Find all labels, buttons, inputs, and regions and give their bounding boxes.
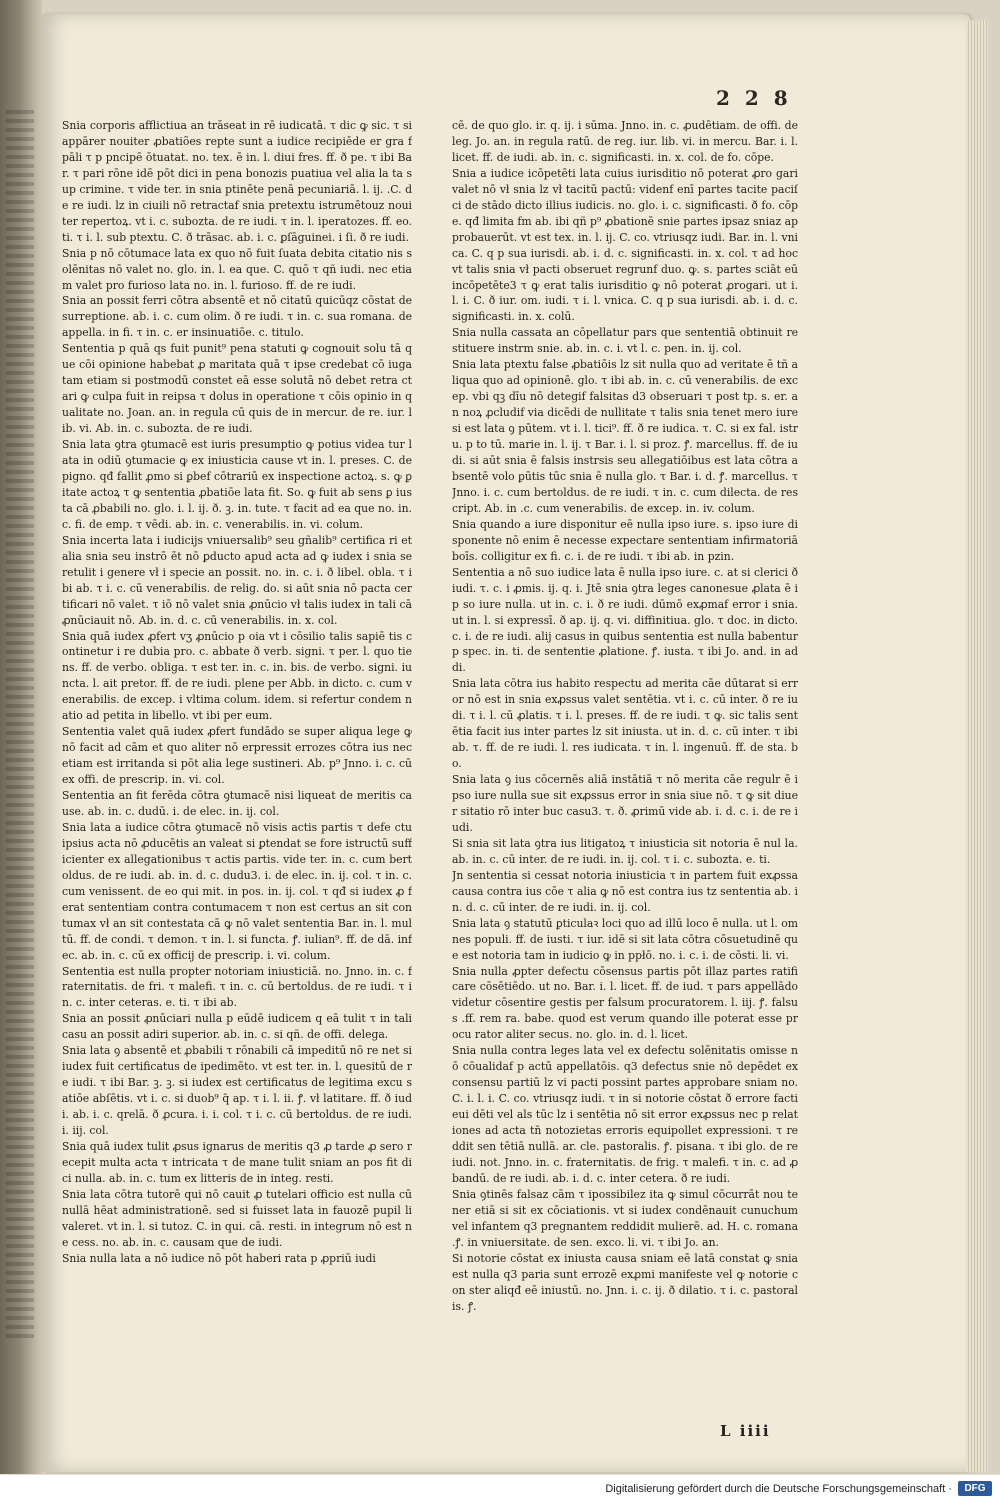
footer-bar [0,1474,1000,1504]
paragraph: Snia an possit ꝓnūciari nulla p eūdē iudicem q eā tulit τ in tali casu an possit adiri superior. ab. in. c. si qñ. de offi. delega. [62,1012,412,1042]
paragraph: Snia quā iudex ꝓfert vʒ ꝓnūcio p oia vt i cōsilio talis sapiē tis continetur i re dubia pro. c. abbate ð verb. signi. τ per. l. quo tiens. ff. de verbo. obliga. τ est ter. in. c. in. bis. de verbo. signi. iuncta. l. ait pretor. ff. de re iudi. plene per Abb. in dicto. c. cum venerabilis. de excep. i vltima colum. idem. si refertur condem natio ad petita in libello. vt ibi per eum. [62,629,412,723]
paragraph: Snia lata cōtra tutorē qui nō cauit ꝓ tutelari officio est nulla cū nullā hēat administrationē. sed si fuisset lata in fauozē pupil li valeret. vt in. l. si tutoz. C. in qui. cā. resti. in integrum nō est ne cess. no. ab. in. c. causam que de iudi. [62,1187,412,1249]
paragraph: Snia lata ꝯ ius cōcernēs aliā instātiā τ nō merita cāe regulr ē ipso iure nulla sue sit exꝓssus error in snia siue nō. τ ꝙ sit diuer sitatio rō inter buc casu3. τ. ð. ꝓrimū vide ab. i. d. c. i. de re iudi. [452,773,798,834]
folio-number: 2 2 8 [716,86,792,110]
paragraph: Sententia est nulla propter notoriam iniusticiā. no. Jnno. in. c. fraternitatis. de fri. τ malefi. τ in. c. cū bertoldus. de re iudi. τ in. c. inter ceteras. e. ti. τ ibi ab. [62,964,412,1010]
paragraph: Snia nulla ꝓpter defectu cōsensus partis pōt illaz partes ratifi care cōsētiēdo. ut no. Bar. i. l. licet. ff. de iud. τ pars appellādo videtur cōsentire gestis per falsum procuratorem. l. iij. ꝭ. falsus .ff. rem ra. babe. quod est verum quando ille poterat esse procu rator aliter secus. no. glo. in. d. l. licet. [452,964,798,1042]
paragraph: Snia lata cōtra ius habito respectu ad merita cāe dūtarat si error nō est in snia exꝓssus valet sentētia. vt i. c. cū inter. ð re iudi. τ i. l. cū ꝓlatis. τ i. l. preses. ff. de re iudi. τ ꝙ. sic talis sentētia facit ius inter partes lz sit iniusta. ut in. d. c. cū inter. τ ibi ab. τ. ff. de re iudi. l. res iudicata. τ in. l. ingenuū. ff. de sta. bo. [452,677,798,771]
facing-page-text [6,110,34,1340]
left-column [62,118,412,1418]
paragraph: Snia quando a iure disponitur eē nulla ipso iure. s. ipso iure disponente nō enim ē necesse expectare sententiam infirmatoriā boīs. colligitur ex fi. c. i. de re iudi. τ ibi ab. in pzin. [452,517,798,563]
right-column [452,118,798,1428]
paragraph: Snia ꝯtinēs falsaz cām τ ipossibilez ita ꝙ simul cōcurrāt nou tener etiā si sit ex cōciationis. vt si iudex condēnauit cunuchum vel infantem q3 pregnantem reddidit mulierē. ad. H. c. romana .ꝭ. in vniuersitate. de sen. exco. li. vi. τ ibi Jo. an. [452,1187,798,1249]
paragraph: Snia corporis afflictiua an trāseat in rē iudicatā. τ dic ꝙ sic. τ si appārer nouiter ꝓbatiões repte sunt a iudice recipiēde er gra fpāli τ p pncipē ōtuatat. no. tex. ē in. l. diui fres. ff. ð pe. τ ibi Bar. τ pari rōne idē pōt dici in pena bonozis puatiua vel alia la ta sup crimine. τ vide ter. in snia ptinēte penā pecuniariā. l. ij. .C. de re iudi. lz in ciuili nō retractaf snia pretextu istrumētouz nouiter repertoꝝ. vt i. c. subozta. de re iudi. τ in. l. iperatozes. ff. eo. ti. τ i. l. sub ptextu. C. ð trāsac. ab. i. c. ꝑſāguinei. i ſi. ð re iudi. [62,119,412,244]
paragraph: Snia incerta lata i iudicijs vniuersalib⁹ seu gñalib⁹ certifica ri et alia snia seu instrō ēt nō ꝑducto apud acta ad ꝙ iudex i snia se retulit i genere vł i specie an possit. no. in. c. i. ð libel. obla. τ ibi ab. τ i. c. cū venerabilis. de relig. do. si aūt snia nō pacta cer tificari nō valet. τ iō nō valet snia ꝓnūcio vł talis iudex in tali cā ꝓnūciauit nō. Ab. in. d. c. cū venerabilis. in. x. col. [62,533,412,627]
paragraph: Si notorie cōstat ex iniusta causa sniam eē latā constat ꝙ snia est nulla q3 paria sunt errozē exꝓmi manifeste vel ꝙ notorie con ster aliqđ eē iniustū. no. Jnn. i. c. ij. ð dilatio. τ i. c. pastoralis. ꝭ. [452,1251,798,1313]
paragraph: Sententia an fit ferēda cōtra ꝯtumacē nisi liqueat de meritis cause. ab. in. c. dudū. i. de elec. in. ij. col. [62,789,412,818]
page-edge [966,20,988,1472]
paragraph: Snia nulla cassata an cōpellatur pars que sententiā obtinuit restituere instrm snie. ab. in. c. i. vt l. c. pen. in. ij. col. [452,326,798,356]
paragraph: cē. de quo glo. ir. q. ij. i sūma. Jnno. in. c. ꝓudētiam. de offi. de leg. Jo. an. in regula ratū. de reg. iur. lib. vi. in mercu. Bar. i. l. licet. ff. de iudi. ab. in. c. significasti. in. x. col. de fo. cōpe. [452,119,798,164]
paragraph: Sententia p quā qs fuit punit⁹ pena statuti ꝙ cognouit solu tā que cōi opinione habebat ꝓ maritata quā τ ipse credebat cō iugatam etiam si postmodū constet eā esse solutā nō debet retra ctari ꝙ culpa fuit in reipsa τ dolus in operatione τ cōis opinio in qualitate no. Joan. an. in regula cū quis de in mercur. de re. iur. lib. vi. Ab. in. c. subozta. de re iudi. [62,342,412,436]
paragraph: Sententia a nō suo iudice lata ē nulla ipso iure. c. at si clerici ð iudi. τ. c. i ꝓmis. ij. q. i. Jtē snia ꝯtra leges canonesue ꝓlata ē ip so iure nulla. ut in. c. i. ð re iudi. dūmō exꝓmaf error i snia. ut in. l. si expressī. ð ap. ij. q. vi. diffinitiua. glo. τ doc. in dicto. c. i. de re iudi. alij casus in quibus sententia est nulla babentur p spec. in. ti. de sententie ꝓlatione. ꝭ. iusta. τ ibi Jo. and. in addi. [452,565,798,675]
paragraph: Snia lata ꝯ statutū ꝑticulaꝛ loci quo ad illū loco ē nulla. ut l. omnes populi. ff. de iusti. τ iur. idē si sit lata cōtra cōsuetudinē que est notoria tam in iudicio ꝙ in ppłō. no. i. c. i. de cōsti. li. vi. [452,916,798,962]
paragraph: Sententia valet quā iudex ꝓfert fundādo se super aliqua lege ꝙ nō facit ad cām et quo aliter nō erpressit errozes cōtra ius nec etiam est irritanda si pōt alia lege sustineri. Ab. p⁹ Jnno. i. c. cū ex offi. de prescrip. in. vi. col. [62,725,412,787]
paragraph: Snia a iudice icōpetēti lata cuius iurisditio nō poterat ꝓro gari valet nō vł snia lz vł tacitū pactū: videnf enī partes tacite paciſci de stādo dicto illius iudicis. no. glo. i. c. significasti. ð fo. cōpe. qđ limita fm ab. ibi qñ p⁹ ꝓbationē snie partes ipsaz sniaz approbauerūt. vt est tex. in. l. ij. C. co. vtriusqz iudi. Bar. in. l. vni ca. C. q p sua iurisdi. ab. i. d. c. significasti. in. x. col. τ ad hoc vt talis snia vł pacti obseruet regrunf duo. ꝙ. s. partes sciāt eū incōpetēte3 τ ꝙ erat talis iurisditio ꝙ nō poterat ꝓrogari. ut i. l. i. C. ð iur. om. iudi. τ i. l. vnica. C. q p sua iurisdi. ab. i. d. c. significasti. in. x. colū. [452,166,798,324]
paragraph: Snia quā iudex tulit ꝓsus ignarus de meritis q3 ꝓ tarde ꝓ sero recepit multa acta τ intricata τ de mane tulit sniam an pos fit dici nulla. ab. in. c. tum ex litteris de in integ. resti. [62,1140,412,1185]
paragraph: Si snia sit lata ꝯtra ius litigatoꝝ τ iniusticia sit notoria ē nul la. ab. in. c. cū inter. de re iudi. in. ij. col. τ i. c. subozta. e. ti. [452,836,798,866]
signature-mark: L iiii [720,1422,771,1440]
paragraph: Snia nulla contra leges lata vel ex defectu solēnitatis omisse nō cōualidaf p actū appellatōis. q3 defectus snie nō depēdet ex consensu partiū lz vi pacti possint partes approbare sniam no. C. i. l. i. C. co. vtriusqz iudi. τ in si notorie cōstat ð errore facti eui dēti vel als tūc lz i sentētia nō sit error exꝓssus nec p relationes ad acta tn̄ notozietas erroris equipollet expressioni. τ reddit sen tētiā nullā. ar. cle. pastoralis. ꝭ. pisana. τ ibi glo. de re iudi. not. Jnno. in. c. fraternitatis. de frig. τ malefi. τ in. c. ad ꝓbandū. de re iudi. ab. i. d. c. inter cetera. ð re iudi. [452,1044,798,1185]
paragraph: Snia lata ptextu false ꝓbatiōis lz sit nulla quo ad veritate ē tñ aliqua quo ad opinionē. glo. τ ibi ab. in. c. cū venerabilis. de excep. vbi qꝫ dīu nō detegif falsitas d3 obseruari τ post tp. s. er. an noꝝ ꝓcludif via dicēdi de nullitate τ talis snia tenet mero iure si est lata ꝯ pūtem. vt i. l. tici⁹. ff. ð re iudica. τ. C. si ex fal. istru. p to tū. marie in. l. ij. τ Bar. i. l. si proz. ꝭ. marcellus. ff. de iudi. si aūt snia ē falsis instrsis seu allegatiōibus est lata cōtra absentē volo ꝑūtis tūc snia ē nulla glo. τ Bar. i. d. ꝭ. marcellus. τ Jnno. i. c. cum bertoldus. de re iudi. τ in. c. cum dilecta. de rescript. Ab. in .c. cum venerabilis. de excep. in. iv. colum. [452,358,798,515]
paragraph: Snia lata a iudice cōtra ꝯtumacē nō visis actis partis τ defe ctu ipsius acta nō ꝓducētis an valeat si ꝑtendat se fore istructū sufficienter ex allegationibus τ actis partis. vide ter. in. c. cum bertoldus. de re iudi. ab. in. d. c. dudu3. i. de elec. in. ij. col. τ in. c. cum venissent. de eo qui mit. in pos. in. ij. col. τ qđ si iudex ꝓ ferat sententiam contra contumacem τ non est certus an sit con tumax vł an sit contestata cā ꝙ nō valet sententia Bar. in. l. multū. ff. de condi. τ demon. τ in. l. si functa. ꝭ. iulian⁹. ff. de dā. infec. ab. in. c. cū ex officij de prescrip. i. vi. colum. [62,820,412,962]
paragraph: Snia nulla lata a nō iudice nō pōt haberi rata p ꝓpriū iudi [62,1251,376,1265]
paragraph: Jn sententia si cessat notoria iniusticia τ in partem fuit exꝓssa causa contra ius cōe τ alia ꝙ nō est contra ius tz sententia ab. in. d. c. cū inter. de re iudi. in. ij. col. [452,868,798,914]
paragraph: Snia an possit ferri cōtra absentē et nō citatū quicūqz cōstat de surreptione. ab. i. c. cum olim. ð re iudi. τ in. c. sua romana. de appella. in fi. τ in. c. er insinuatiōe. c. titulo. [62,294,412,340]
book-gutter [0,0,42,1503]
paragraph: Snia p nō cōtumace lata ex quo nō fuit ſuata debita citatio nis solēnitas nō valet no. glo. in. l. ea que. C. quō τ qñ iudi. nec etiam valet pro furioso lata no. in. l. furioso. ff. de re iudi. [62,246,412,292]
digitization-credit: Digitalisierung gefördert durch die Deutsche Forschungsgemeinschaft · [605,1483,952,1495]
paragraph: Snia lata ꝯtra ꝯtumacē est iuris presumptio ꝙ potius videa tur lata in odiū ꝯtumacie ꝙ ex iniusticia cause vt in. l. preses. C. de pigno. qđ fallit ꝓmo si ꝑbef cōtrariū ex inspectione actoꝝ. s. ꝙ ꝑitate actoꝝ τ ꝙ sententia ꝓbatiōe lata fit. So. ꝙ fuit ab sens ꝑ iusta cā ꝓbabili no. glo. i. l. ij. ð. ꝫ. in. tute. τ facit ad ea que no. in. c. fi. de emp. τ vēdi. ab. in. c. venerabilis. in. vi. colum. [62,438,412,531]
dfg-logo[interactable]: DFG [958,1481,992,1496]
paragraph: Snia lata ꝯ absentē et ꝓbabili τ rōnabili cā impeditū nō re net si iudex fuit certificatus de ipedimēto. vt est ter. in. l. quesitū de re iudi. τ ibi Bar. ꝫ. ꝫ. si iudex est certificatus de legitima excu satiōe abſētis. vt i. c. si duob⁹ q̄ ap. τ i. l. ii. ꝭ. vł latitare. ff. ð iudi. ab. i. c. qrelā. ð ꝓcura. i. i. col. τ i. c. cū bertoldus. de re iudi. i. iij. col. [62,1044,412,1138]
